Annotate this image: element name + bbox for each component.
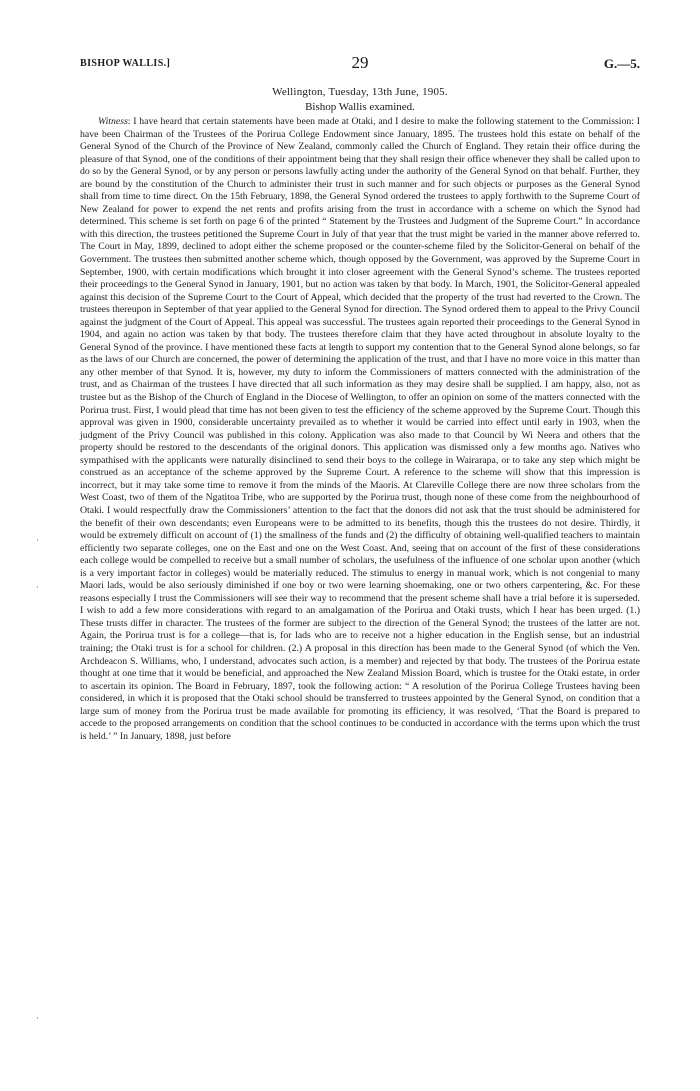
witness-heading: Bishop Wallis examined. (305, 101, 415, 113)
dateline: Wellington, Tuesday, 13th June, 1905. (272, 86, 448, 98)
witness-label: Witness (98, 116, 128, 127)
margin-tick: · (36, 582, 39, 592)
testimony-text: : I have heard that certain statements have been made at Otaki, and I desire to make the following statement to the Commission: I have been Chairman of the Trustees of the Porirua College Endowment since January, 1895. The trustees hold this estate on behalf of the General Synod of the Church of the Province of New Zealand, commonly called the Church of England. They retain their office during the pleasure of that Synod, one of the conditions of their appointment being that they shall resign their office whenever they shall be called upon to do so by the General Synod, or by any person or persons lawfully acting under the authority of the General Synod on that behalf. Further, they are bound by the constitution of the Church to administer their trust in such manner and for such objects or purposes as the General Synod shall from time to time direct. On the 15th February, 1898, the General Synod ordered the trustees to apply forthwith to the Supreme Court of New Zealand for power to expend the net rents and profits arising from the trust in accordance with a scheme on which the Synod had determined. This scheme is set forth on page 6 of the printed “ Statement by the Trustees and Judgment of the Supreme Court.” In accordance with this direction, the trustees petitioned the Supreme Court in July of that year that the trust might be varied in the manner above referred to. The Court in May, 1899, declined to adopt either the scheme proposed or the counter-scheme filed by the Solicitor-General on behalf of the Government. The trustees then submitted another scheme which, though opposed by the Government, was approved by the Supreme Court in September, 1900, with certain modifications which brought it into closer agreement with the General Synod’s scheme. The trustees reported their proceedings to the General Synod in January, 1901, but no action was taken by that body. In March, 1901, the Solicitor-General appealed against this decision of the Supreme Court to the Court of Appeal, which decided that the property of the trust had reverted to the Crown. The trustees thereupon in September of that year applied to the General Synod for direction. The Synod ordered them to appeal to the Privy Council against the judgment of the Court of Appeal. This appeal was successful. The trustees again reported their proceedings to the General Synod in 1904, and again no action was taken by that body. The trustees therefore claim that they have acted throughout in absolute loyalty to the General Synod of the province. I have mentioned these facts at length to support my contention that to the General Synod alone belongs, so far as the laws of our Church are concerned, the power of determining the application of the trust, and that I have no more voice in this matter than any other member of that Synod. It is, however, my duty to inform the Commissioners of matters connected with the administration of the trust, and as Chairman of the trustees I have directed that all such information as they may desire shall be supplied. I am happy, also, not as trustee but as the Bishop of the Church of England in the Diocese of Wellington, to offer an opinion on some of the matters connected with the Porirua trust. First, I would plead that time has not been given to test the efficiency of the scheme approved by the Supreme Court. Though this approval was given in 1900, considerable uncertainty prevailed as to whether it would be carried into effect until early in 1903, when the judgment of the Privy Council was published in this colony. Application was also made to that Council by Wi Neera and others that the property should be restored to the descendants of the original donors. This application was dismissed only a few months ago. Natives who sympathised with the applicants were naturally disinclined to send their boys to the college in Wairarapa, or to take any step which might be construed as an acceptance of the scheme approved by the Supreme Court. A reference to the scheme will show that this impression is incorrect, but it may take some time to remove it from the minds of the Maoris. At Clareville College there are now three scholars from the West Coast, two of them of the Ngatitoa Tribe, who are supported by the Porirua trust, though none of these come from the neighbourhood of Otaki. I would respectfully draw the Commissioners’ attention to the fact that the donors did not ask that the trust should be administered for the benefit of their own descendants; even Europeans were to be admitted to its benefits, though this the trustees do not desire. Thirdly, it would be extremely difficult on account of (1) the smallness of the funds and (2) the difficulty of obtaining well-qualified teachers to maintain efficiently two separate colleges, one on the East and one on the West Coast. And, seeing that on account of the first of these considerations each college would be compelled to receive but a small number of scholars, the usefulness of the influence of one scholar upon another (which is a very important factor in colleges) would be materially reduced. The stimulus to energy in manual work, which is not congenial to many Maori lads, would be also seriously diminished if one boy or two were learning shoemaking, one or two others carpentering, &c. For these reasons especially I trust the Commissioners will see their way to recommend that the present scheme shall have a trial before it is superseded. I wish to add a few more considerations with regard to an amalgamation of the Porirua and Otaki trusts, which I hear has been urged. (1.) These trusts differ in character. The trustees of the former are subject to the direction of the General Synod; the trustees of the latter are not. Again, the Porirua trust is for a college—that is, for lads who are to receive not a higher education in the English sense, but an industrial training; the Otaki trust is for a school for children. (2.) A proposal in this direction has been made to the General Synod (of which the Ven. Archdeacon S. Williams, who, I understand, advocates such action, is a member) and rejected by that body. The trustees of the Porirua estate thought at one time that it would be beneficial, and approached the New Zealand Mission Board, which is trustee for the Otaki estate, in order to ascertain its opinion. The Board in February, 1897, took the following action: “ A resolution of the Porirua College Trustees having been considered, in which it is proposed that the Otaki school should be transferred to trustees appointed by the General Synod, on condition that a large sum of money from the Porirua trust be made available for promoting its efficiency, it was resolved, ‘That the Board is prepared to accede to the proposed arrangements on condition that the school continues to be conducted in accordance with the terms upon which the trust is held.’ ” In January, 1898, just before (80, 116, 640, 742)
margin-tick: · (36, 535, 39, 545)
testimony-paragraph (80, 116, 640, 743)
page-number: 29 (351, 53, 369, 72)
document-reference: G.—5. (603, 56, 640, 71)
margin-tick: · (36, 1013, 39, 1023)
running-header (80, 53, 640, 76)
header-section-title: BISHOP WALLIS.] (80, 58, 171, 69)
testimony-body (80, 116, 640, 743)
